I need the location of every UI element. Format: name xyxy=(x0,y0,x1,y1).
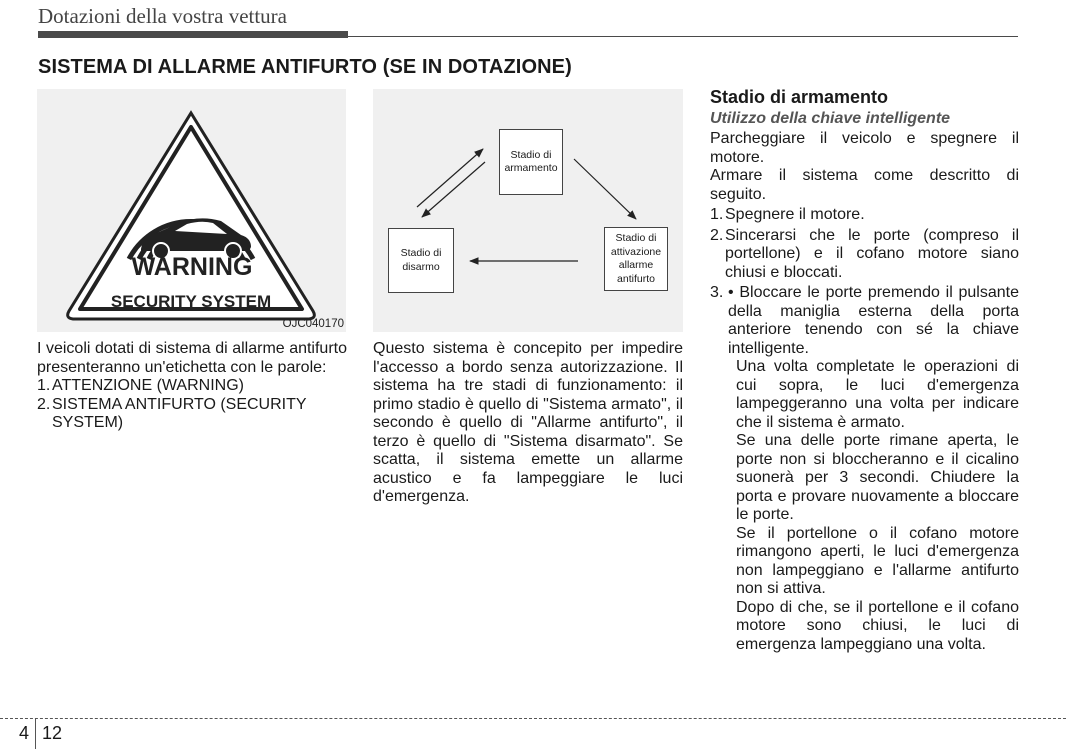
paragraph: Armare il sistema come descritto di seguito. xyxy=(710,167,1019,203)
list-number: 1. xyxy=(37,377,51,394)
list-item xyxy=(710,227,1019,283)
indented-paragraph: Se il portellone o il cofano motore rimangono aperti, le luci d'emergenza non lampeggiano e l'allarme antifurto non si attiva. xyxy=(736,524,1019,597)
footer-rule xyxy=(0,718,1066,719)
warning-text: WARNING xyxy=(131,253,253,281)
stage-alarm-line: antifurto xyxy=(617,272,655,285)
list-text: Sincerarsi che le porte (compreso il portellone) e il cofano motore siano chiusi e bloccati. xyxy=(725,226,1019,281)
stage-alarm-box xyxy=(604,227,668,291)
list-number: 2. xyxy=(710,226,724,244)
security-system-text: SECURITY SYSTEM xyxy=(110,292,272,311)
column-left xyxy=(37,340,347,433)
description-paragraph: Questo sistema è concepito per impedire l'accesso a bordo senza autorizzazione. Il sistema ha tre stadi di funzionamento: il primo stadio è quello di "Sistema armato", il secondo è quello di "Allarme antifurto", il terzo è quello di "Sistema disarmato". Se scatta, il sistema emette un allarme acustico e fa lampeggiare le luci d'emergenza. xyxy=(373,340,683,505)
column-right xyxy=(710,86,1019,654)
stage-diagram xyxy=(373,89,683,332)
warning-label-illustration xyxy=(37,89,346,332)
stage-alarm-line: Stadio di xyxy=(615,232,657,244)
list-text: ATTENZIONE (WARNING) xyxy=(52,377,244,394)
section-title: SISTEMA DI ALLARME ANTIFURTO (SE IN DOTAZIONE) xyxy=(38,56,572,78)
indented-paragraph: Se una delle porte rimane aperta, le porte non si bloccheranno e il cicalino suonerà per 3 secondi. Chiudere la porta e provare nuovamente a bloccare le porte. xyxy=(736,432,1019,523)
stage-arming-line: armamento xyxy=(504,162,558,174)
chapter-number: 4 xyxy=(19,723,30,743)
stage-arming-line: Stadio di xyxy=(510,148,552,161)
header-title: Dotazioni della vostra vettura xyxy=(38,4,287,28)
footer-separator xyxy=(35,718,36,749)
stage-disarm-line: Stadio di xyxy=(400,247,442,259)
list-number: 2. xyxy=(37,395,51,413)
stage-arrows xyxy=(373,89,683,332)
list-text: • Bloccare le porte premendo il pulsante della maniglia esterna della porta anteriore tenendo con sé la chiave intelligente. xyxy=(728,284,1019,357)
page-number: 12 xyxy=(42,723,63,743)
arrow-disarm-to-arming xyxy=(417,149,483,207)
indented-paragraph: Dopo di che, se il portellone e il cofano motore sono chiusi, le luci di emergenza lampeggiano una volta. xyxy=(736,598,1019,653)
list-text: Spegnere il motore. xyxy=(725,206,865,223)
list-item xyxy=(710,284,1019,358)
stage-arming-box xyxy=(499,129,563,195)
stage-disarm-line: disarmo xyxy=(402,260,440,273)
list-number: 3. xyxy=(710,284,724,301)
figure-code: OJC040170 xyxy=(282,318,344,330)
indented-paragraph: Una volta completate le operazioni di cui sopra, le luci d'emergenza lampeggeranno una volta per indicare che il sistema è armato. xyxy=(736,358,1019,431)
warning-triangle-inner xyxy=(80,127,302,309)
list-item xyxy=(710,206,1019,225)
intro-paragraph: I veicoli dotati di sistema di allarme antifurto presenteranno un'etichetta con le parole: xyxy=(37,340,347,376)
stage-disarm-box xyxy=(388,228,454,293)
arrow-arming-to-alarm xyxy=(574,159,636,219)
paragraph: Parcheggiare il veicolo e spegnere il motore. xyxy=(710,130,1019,166)
list-number: 1. xyxy=(710,206,724,223)
column-middle xyxy=(373,340,683,507)
list-item xyxy=(37,377,347,396)
subsection-subheading: Utilizzo della chiave intelligente xyxy=(710,110,951,127)
warning-label-figure xyxy=(37,89,346,332)
stage-alarm-line: allarme xyxy=(618,259,654,271)
subsection-heading: Stadio di armamento xyxy=(710,87,889,107)
list-item xyxy=(37,396,347,433)
header-rule xyxy=(348,36,1018,37)
stage-alarm-line: attivazione xyxy=(610,245,662,258)
arrow-arming-to-disarm xyxy=(422,162,485,217)
header-bar xyxy=(38,31,348,38)
list-text: SISTEMA ANTIFURTO (SECURITY SYSTEM) xyxy=(52,395,307,431)
